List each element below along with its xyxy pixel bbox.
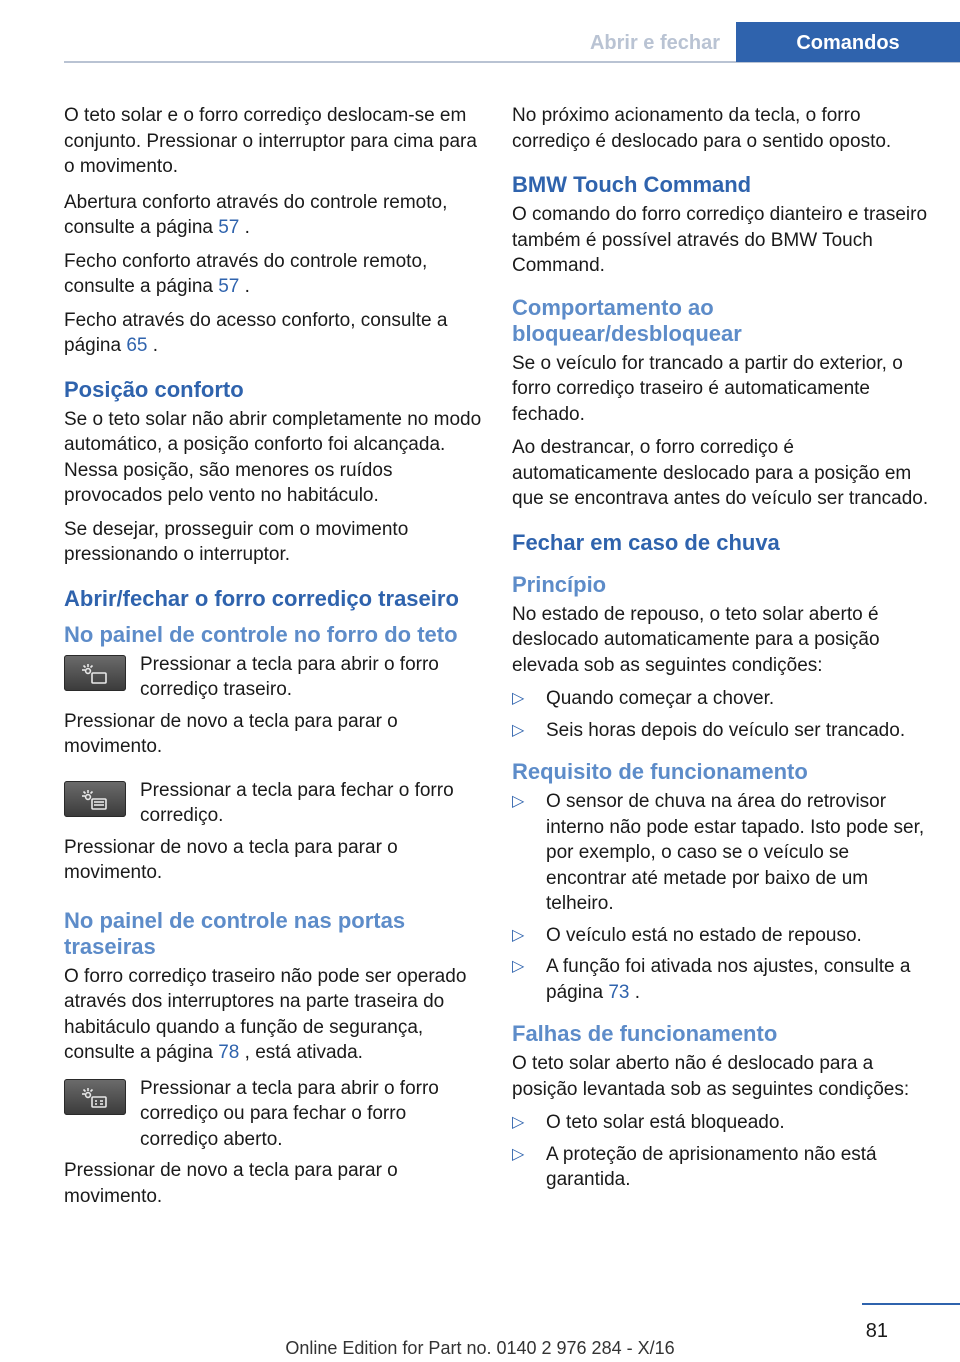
heading-comportamento: Comportamento ao bloquear/desbloquear: [512, 294, 742, 346]
heading-falhas: Falhas de funcionamento: [512, 1021, 778, 1046]
chapter-tab[interactable]: Comandos: [736, 22, 960, 62]
triangle-bullet-icon: ▷: [512, 1114, 525, 1131]
paragraph: Pressionar de novo a tecla para parar o movimento.: [64, 710, 398, 757]
heading-requisito: Requisito de funcionamento: [512, 759, 808, 784]
triangle-bullet-icon: ▷: [512, 926, 525, 944]
page-link[interactable]: 65: [126, 335, 148, 356]
heading-touch-command: BMW Touch Command: [512, 172, 752, 197]
key-row: [64, 1076, 482, 1153]
paragraph: No estado de repouso, o teto solar aberto é deslocado automaticamente para a posição elevada sob as seguintes condições:: [512, 603, 880, 676]
right-column: [512, 103, 930, 1201]
requirement-list: [512, 789, 930, 1005]
key-description: Pressionar a tecla para fechar o forro corrediço.: [140, 779, 454, 826]
paragraph: Se o veículo for trancado a partir do exterior, o forro corrediço traseiro é automaticamente fechado.: [512, 352, 903, 425]
paragraph: Pressionar de novo a tecla para parar o movimento.: [64, 836, 398, 883]
key-description: Pressionar a tecla para abrir o forro corrediço traseiro.: [140, 653, 439, 700]
key-description: Pressionar a tecla para abrir o forro corrediço ou para fechar o forro corrediço aberto.: [140, 1077, 439, 1150]
paragraph: No próximo acionamento da tecla, o forro corrediço é deslocado para o sentido oposto.: [512, 105, 892, 152]
paragraph: Ao destrancar, o forro corrediço é automaticamente deslocado para a posição em que se encontrava antes do veículo ser trancado.: [512, 437, 929, 509]
paragraph: Pressionar de novo a tecla para parar o movimento.: [64, 1160, 398, 1207]
heading-posicao-conforto: Posição conforto: [64, 376, 244, 402]
paragraph: Fecho através do acesso conforto, consulte a página 65 .: [64, 309, 448, 356]
sunblind-rear-key-icon: [64, 1079, 126, 1115]
page-link[interactable]: 78: [218, 1042, 240, 1063]
page-link[interactable]: 73: [608, 981, 630, 1003]
page-link[interactable]: 57: [218, 217, 240, 238]
list-item: ▷ A proteção de aprisionamento não está garantida.: [512, 1143, 877, 1190]
paragraph: O comando do forro corrediço dianteiro e traseiro também é possível através do BMW Touch Command.: [512, 204, 928, 276]
list-item: ▷ O teto solar está bloqueado.: [512, 1110, 930, 1136]
key-row: [64, 778, 482, 829]
heading-abrir-fechar: Abrir/fechar o forro corrediço traseiro: [64, 585, 459, 611]
triangle-bullet-icon: ▷: [512, 793, 525, 810]
list-item: ▷ Seis horas depois do veículo ser trancado.: [512, 718, 930, 744]
paragraph: Abertura conforto através do controle remoto, consulte a página 57 .: [64, 191, 448, 238]
failure-list: [512, 1110, 930, 1193]
heading-painel-portas: No painel de controle nas portas traseiras: [64, 907, 406, 959]
list-item: ▷ Quando começar a chover.: [512, 686, 930, 712]
heading-fechar-chuva: Fechar em caso de chuva: [512, 529, 780, 555]
triangle-bullet-icon: ▷: [512, 1145, 525, 1163]
paragraph: Fecho conforto através do controle remoto, consulte a página 57 .: [64, 250, 428, 297]
condition-list: [512, 686, 930, 743]
list-item: ▷ A função foi ativada nos ajustes, consulte a página 73 .: [512, 956, 911, 1003]
paragraph: Se o teto solar não abrir completamente no modo automático, a posição conforto foi alcançada. Nessa posição, são menores os ruídos provocados pelo vento no habitáculo.: [64, 408, 482, 506]
sunblind-close-key-icon: [64, 781, 126, 817]
page-number: 81: [865, 1320, 888, 1342]
triangle-bullet-icon: ▷: [512, 690, 525, 707]
paragraph: Se desejar, prosseguir com o movimento pressionando o interruptor.: [64, 518, 409, 565]
paragraph: O teto solar aberto não é deslocado para a posição levantada sob as seguintes condições:: [512, 1053, 910, 1100]
triangle-bullet-icon: ▷: [512, 958, 525, 975]
section-tab[interactable]: Abrir e fechar: [589, 32, 721, 54]
triangle-bullet-icon: ▷: [512, 721, 525, 739]
key-row: [64, 652, 482, 703]
heading-painel-teto: No painel de controle no forro do teto: [64, 621, 458, 647]
paragraph: O teto solar e o forro corrediço deslocam-se em conjunto. Pressionar o interruptor para cima para o movimento.: [64, 105, 477, 177]
sunblind-open-key-icon: [64, 655, 126, 691]
list-item: ▷ O sensor de chuva na área do retrovisor interno não pode estar tapado. Isto pode ser, por exemplo, o caso se o veículo se encontrar até metade por baixo de um telheiro.: [512, 791, 925, 914]
footer-edition: Online Edition for Part no. 0140 2 976 284 - X/16: [285, 1338, 675, 1358]
page-link[interactable]: 57: [218, 276, 240, 297]
paragraph: O forro corrediço traseiro não pode ser operado através dos interruptores na parte traseira do habitáculo quando a função de segurança, consulte a página 78 , está ativada.: [64, 965, 467, 1063]
heading-principio: Princípio: [512, 571, 607, 597]
left-column: [64, 103, 482, 1217]
list-item: ▷ O veículo está no estado de repouso.: [512, 923, 930, 949]
page-number-rule: [862, 1303, 960, 1305]
